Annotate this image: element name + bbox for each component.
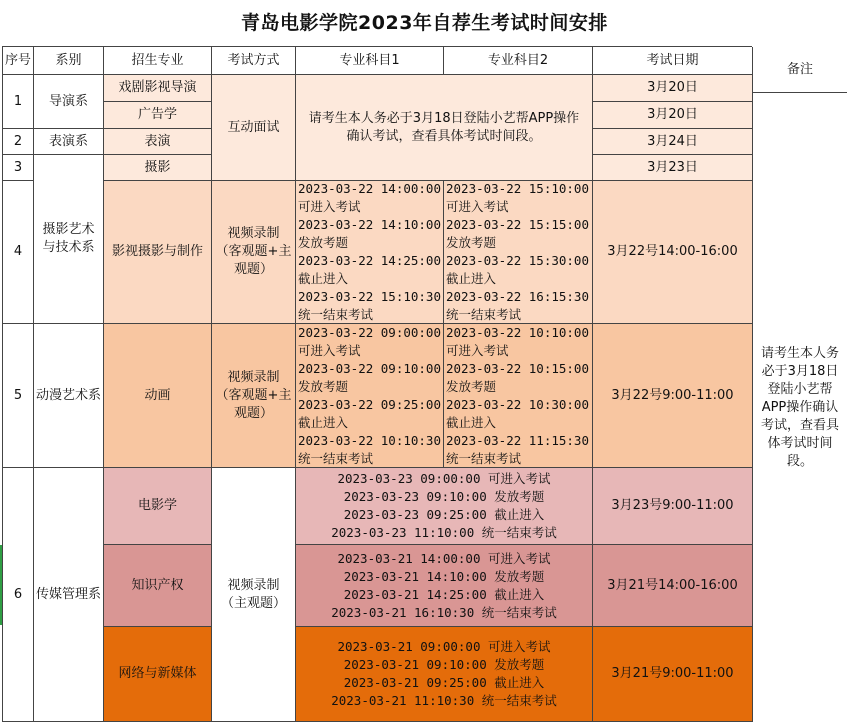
date-new-media: 3月21号9:00-11:00 [593,627,753,722]
major-acting: 表演 [104,129,212,155]
header-date: 考试日期 [593,47,753,75]
dept-directing: 导演系 [34,75,104,129]
dept-photography-label: 摄影艺术与技术系 [42,222,95,255]
dept-media-management: 传媒管理系 [34,468,104,722]
interactive-notice: 请考生本人务必于3月18日登陆小艺帮APP操作确认考试，查看具体考试时间段。 [296,75,593,181]
dept-acting: 表演系 [34,129,104,155]
method-video-r4-label: 视频录制（客观题+主观题） [215,226,292,277]
header-no: 序号 [3,47,34,75]
header-method: 考试方式 [212,47,296,75]
header-dept: 系别 [34,47,104,75]
row3-no: 3 [3,155,34,181]
date-photography: 3月23日 [593,155,753,181]
major-new-media: 网络与新媒体 [104,627,212,722]
major-animation: 动画 [104,324,212,468]
ip-schedule: 2023-03-21 14:00:00 可进入考试 2023-03-21 14:10:00 发放考题 2023-03-21 14:25:00 截止进入 2023-03-21 16:10:30 统一结束考试 [296,545,593,627]
row6-no: 6 [3,468,34,722]
header-subject1: 专业科目1 [296,47,444,75]
method-video-r6-label: 视频录制（主观题） [220,577,286,611]
remark-cell: 请考生本人务必于3月18日登陆小艺帮APP操作确认考试，查看具体考试时间段。 [753,93,847,722]
row1-no: 1 [3,75,34,129]
header-remark: 备注 [753,47,847,93]
row4-no: 4 [3,181,34,324]
new-media-schedule: 2023-03-21 09:00:00 可进入考试 2023-03-21 09:10:00 发放考题 2023-03-21 09:25:00 截止进入 2023-03-21 11:10:30 统一结束考试 [296,627,593,722]
major-film-photography: 影视摄影与制作 [104,181,212,324]
major-photography: 摄影 [104,155,212,181]
method-video-r4 [212,181,296,324]
page-title: 青岛电影学院2023年自荐生考试时间安排 [241,12,608,34]
r5-subject1-schedule: 2023-03-22 09:00:00 可进入考试 2023-03-22 09:10:00 发放考题 2023-03-22 09:25:00 截止进入 2023-03-22 10:10:30 统一结束考试 [296,324,444,468]
r4-subject1-schedule: 2023-03-22 14:00:00 可进入考试 2023-03-22 14:10:00 发放考题 2023-03-22 14:25:00 截止进入 2023-03-22 15:10:30 统一结束考试 [296,181,444,324]
r5-subject2-schedule: 2023-03-22 10:10:00 可进入考试 2023-03-22 10:15:00 发放考题 2023-03-22 10:30:00 截止进入 2023-03-22 11:15:30 统一结束考试 [444,324,593,468]
method-video-r5 [212,324,296,468]
row2-no: 2 [3,129,34,155]
major-drama-directing: 戏剧影视导演 [104,75,212,102]
film-schedule: 2023-03-23 09:00:00 可进入考试 2023-03-23 09:10:00 发放考题 2023-03-23 09:25:00 截止进入 2023-03-23 11:10:00 统一结束考试 [296,468,593,545]
row5-no: 5 [3,324,34,468]
header-major: 招生专业 [104,47,212,75]
date-advertising: 3月20日 [593,102,753,129]
major-ip: 知识产权 [104,545,212,627]
date-film-studies: 3月23号9:00-11:00 [593,468,753,545]
date-film-photography: 3月22号14:00-16:00 [593,181,753,324]
method-interactive-interview: 互动面试 [212,75,296,181]
major-film-studies: 电影学 [104,468,212,545]
method-video-r6 [212,468,296,722]
header-subject2: 专业科目2 [444,47,593,75]
date-ip: 3月21号14:00-16:00 [593,545,753,627]
date-drama-directing: 3月20日 [593,75,753,102]
r4-subject2-schedule: 2023-03-22 15:10:00 可进入考试 2023-03-22 15:15:00 发放考题 2023-03-22 15:30:00 截止进入 2023-03-22 16:15:30 统一结束考试 [444,181,593,324]
major-advertising: 广告学 [104,102,212,129]
dept-photography [34,155,104,324]
method-video-r5-label: 视频录制（客观题+主观题） [215,369,292,421]
date-acting: 3月24日 [593,129,753,155]
dept-animation: 动漫艺术系 [34,324,104,468]
date-animation: 3月22号9:00-11:00 [593,324,753,468]
row-selection-marker [0,545,2,625]
